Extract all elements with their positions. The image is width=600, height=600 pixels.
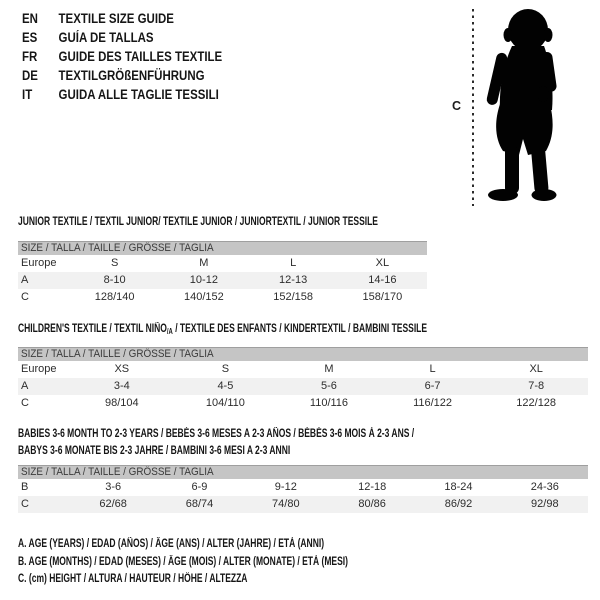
language-row-es [22,28,222,47]
size-cell: 104/110 [205,397,245,409]
language-row-en [22,9,222,28]
language-title: TEXTILE SIZE GUIDE [58,11,174,26]
size-cell: 7-8 [528,380,545,392]
size-cell: 158/170 [362,291,403,303]
row-label: C [21,397,29,409]
size-cell: 18-24 [444,481,473,493]
size-cell: 4-5 [217,380,234,392]
size-cell: 152/158 [273,291,313,303]
language-code: FR [22,49,38,64]
language-row-fr [22,47,222,66]
title-subscript: /A [166,327,173,336]
table-row-age [18,378,588,395]
language-row-it [22,85,222,104]
size-cell: XS [114,363,130,375]
table-row-europe [18,361,588,378]
size-cell: S [221,363,230,375]
footnote-age-months: B. AGE (MONTHS) / EDAD (MESES) / ÂGE (MOIS) / ALTER (MONATE) / ETÀ (MESI) [18,555,348,568]
footnote-height: C. (cm) HEIGHT / ALTURA / HAUTEUR / HÖHE / ALTEZZA [18,573,248,585]
row-label: Europe [21,257,57,269]
size-cell: 5-6 [321,380,337,392]
children-size-table [18,347,588,412]
footnote-legend [18,536,464,589]
size-cell: 3-6 [105,481,122,493]
table-row-age [18,272,427,289]
size-cell: 74/80 [272,498,300,510]
babies-size-table [18,465,588,513]
size-cell: 14-16 [368,274,397,286]
size-cell: 3-4 [113,380,130,392]
size-cell: 98/104 [104,397,139,409]
language-code: ES [22,30,38,45]
table-row-height [18,289,427,306]
section-title-junior: JUNIOR TEXTILE / TEXTIL JUNIOR/ TEXTILE JUNIOR / JUNIORTEXTIL / JUNIOR TESSILE [18,216,378,228]
size-cell: XL [529,363,543,375]
table-row-europe [18,255,427,272]
table-size-header: SIZE / TALLA / TAILLE / GRÖSSE / TAGLIA [18,241,427,255]
size-cell: 6-9 [191,481,208,493]
language-title-list [22,9,258,104]
size-cell: 80/86 [358,498,386,510]
size-cell: 140/152 [183,291,224,303]
language-title: TEXTILGRÖßENFÜHRUNG [58,68,205,83]
size-cell: 122/128 [516,397,557,409]
junior-size-table [18,241,427,306]
language-title: GUIDE DES TAILLES TEXTILE [58,49,223,64]
row-label: C [21,291,29,303]
footnote-age-years: A. AGE (YEARS) / EDAD (AÑOS) / ÂGE (ANS) / ALTER (JAHRE) / ETÀ (ANNI) [18,538,325,550]
size-cell: 116/122 [413,397,453,409]
size-cell: 12-18 [358,481,387,493]
size-cell: 6-7 [424,380,441,392]
language-code: EN [22,11,38,26]
section-title-children: CHILDREN'S TEXTILE / TEXTIL $NIÑO_{/A}$ / TEXTILE DES ENFANTS / KINDERTEXTIL / BAMBINI TESSILE [18,323,428,336]
size-cell: 86/92 [444,498,473,510]
size-cell: 8-10 [103,274,126,286]
language-title: GUÍA DE TALLAS [58,30,154,45]
table-row-age-months [18,479,588,496]
language-title: GUIDA ALLE TAGLIE TESSILI [58,87,219,102]
size-cell: 68/74 [185,498,214,510]
row-label: A [21,274,29,286]
section-title-babies: BABIES 3-6 MONTH TO 2-3 YEARS / BEBÉS 3-6 MESES A 2-3 AÑOS / BÉBÉS 3-6 MOIS À 2-3 ANS / BABYS 3-6 MONATE BIS 2-3 JAHRE / BAMBINI 3-6 MESI A 2-3 ANNI [18,428,415,457]
size-cell: 9-12 [274,481,297,493]
height-measure-label: C [452,99,462,113]
row-label: Europe [21,363,57,375]
row-label: C [21,498,29,510]
baby-silhouette-icon [484,8,568,204]
language-code: IT [22,87,33,102]
language-code: DE [22,68,38,83]
size-cell: M [324,363,334,375]
height-measure-dashed-line [472,9,474,206]
size-cell: M [199,257,209,269]
table-size-header: SIZE / TALLA / TAILLE / GRÖSSE / TAGLIA [18,347,588,361]
size-cell: 62/68 [99,498,127,510]
size-cell: L [429,363,436,375]
size-cell: 12-13 [279,274,308,286]
size-cell: L [290,257,297,269]
size-cell: 92/98 [531,498,559,510]
table-row-height [18,496,588,513]
size-cell: 10-12 [189,274,218,286]
size-cell: 24-36 [530,481,559,493]
size-cell: S [110,257,119,269]
table-size-header: SIZE / TALLA / TAILLE / GRÖSSE / TAGLIA [18,465,588,479]
language-row-de [22,66,222,85]
size-cell: 128/140 [94,291,135,303]
size-cell: 110/116 [309,397,349,409]
table-row-height [18,395,588,412]
size-cell: XL [375,257,390,269]
row-label: A [21,380,29,392]
row-label: B [21,481,29,493]
